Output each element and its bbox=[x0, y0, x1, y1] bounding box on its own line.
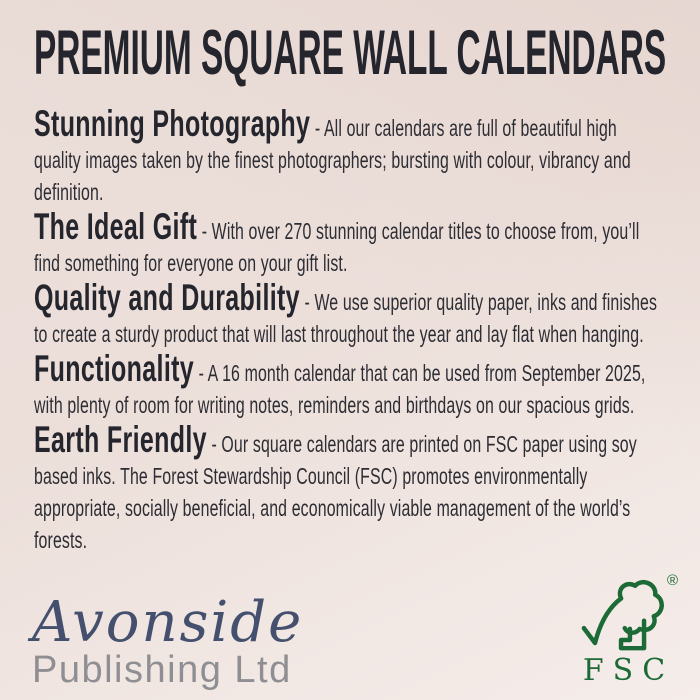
fsc-tree-icon bbox=[572, 576, 676, 658]
feature-body: - A 16 month calendar that can be used from September 2025, with plenty of room for writing notes, reminders and birthdays on our spacious grids. bbox=[34, 360, 646, 418]
feature-heading: Quality and Durability bbox=[34, 277, 300, 318]
feature-body: - We use superior quality paper, inks and finishes to create a sturdy product that will last throughout the year and lay flat when hanging. bbox=[34, 289, 658, 347]
feature-heading: Earth Friendly bbox=[34, 419, 207, 460]
feature-paragraph bbox=[34, 103, 666, 208]
feature-body: - All our calendars are full of beautiful high quality images taken by the finest photographers; bursting with colour, vibrancy and definition. bbox=[34, 115, 631, 205]
feature-body: - Our square calendars are printed on FSC paper using soy based inks. The Forest Stewardship Council (FSC) promotes environmentally appropriate, socially beneficial, and economically viable management of the world’s forests. bbox=[34, 431, 637, 553]
registered-trademark-symbol: ® bbox=[666, 572, 678, 589]
features-list bbox=[34, 103, 666, 556]
feature-paragraph bbox=[34, 277, 666, 350]
fsc-certification-logo bbox=[568, 572, 680, 688]
publisher-logo bbox=[32, 590, 304, 691]
publisher-subtitle: Publishing Ltd bbox=[32, 649, 292, 691]
fsc-label: FSC bbox=[582, 653, 675, 688]
feature-paragraph bbox=[34, 348, 666, 421]
feature-body: - With over 270 stunning calendar titles to choose from, you’ll find something for everyone on your gift list. bbox=[34, 218, 640, 276]
publisher-name: Avonside bbox=[32, 590, 304, 655]
feature-paragraph bbox=[34, 206, 666, 279]
feature-paragraph bbox=[34, 419, 666, 556]
feature-heading: Stunning Photography bbox=[34, 103, 311, 144]
feature-heading: The Ideal Gift bbox=[34, 206, 198, 247]
page-title bbox=[34, 18, 667, 88]
page-title-text: PREMIUM SQUARE WALL CALENDARS bbox=[34, 18, 667, 88]
feature-heading: Functionality bbox=[34, 348, 195, 389]
